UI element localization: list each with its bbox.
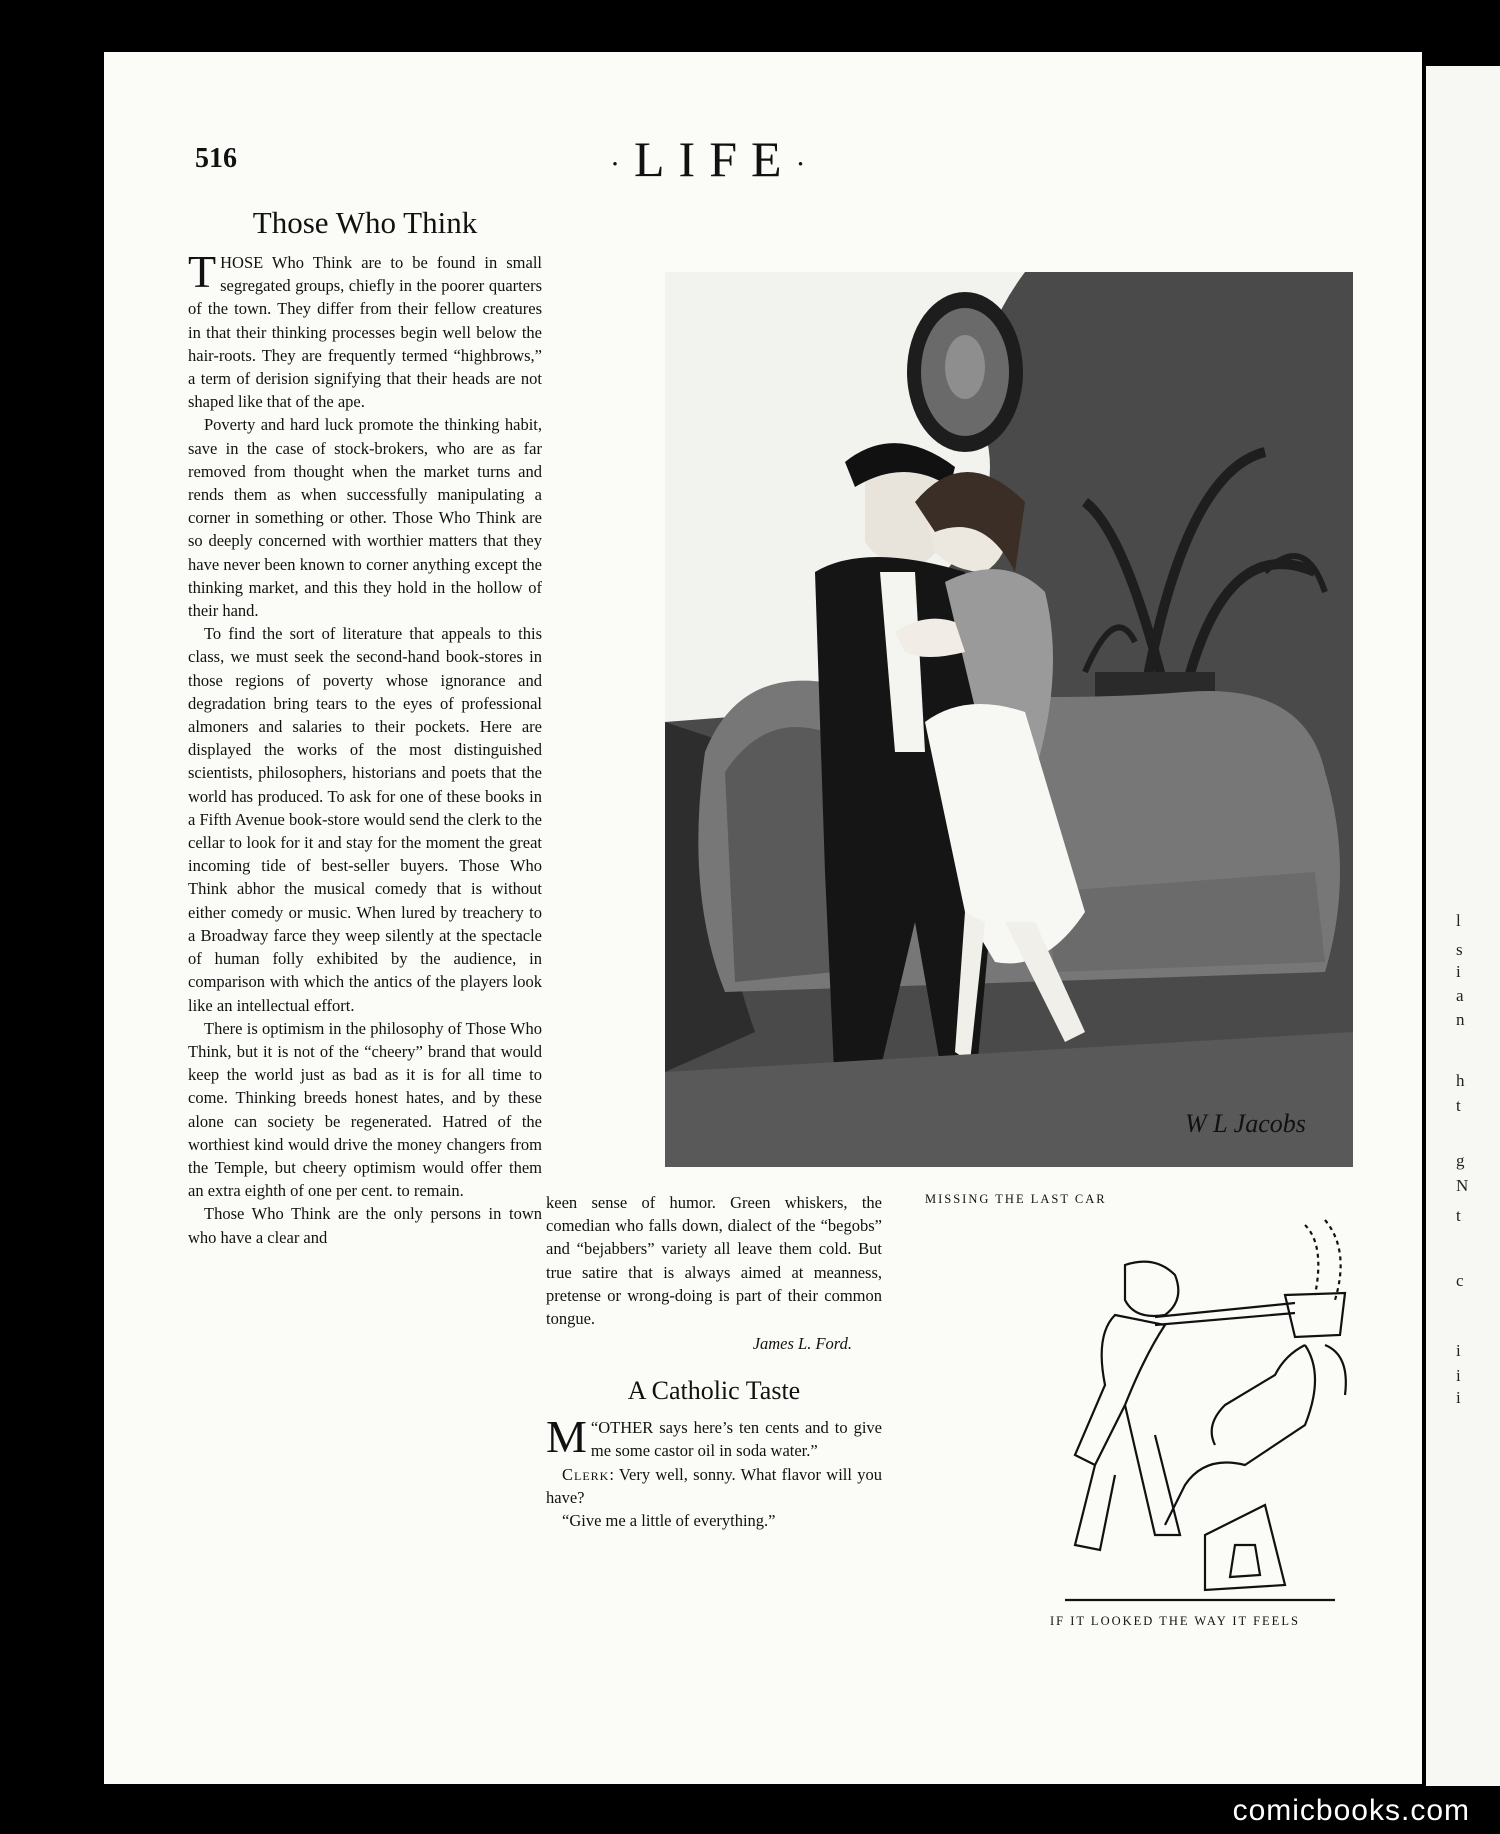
masthead [610, 130, 820, 188]
article-continuation: keen sense of humor. Green whiskers, the comedian who falls down, dialect of the “begobs” and “bejabbers” variety all leave them cold. But true satire that is always aimed at meanness, pretense or wrong-doing is part of their common tongue. [546, 1193, 882, 1329]
adjacent-page-fragment: i [1456, 1388, 1461, 1407]
cartoon-drawing [1005, 1205, 1365, 1610]
masthead-dot-right: · [795, 147, 820, 181]
adjacent-page-fragment: c [1456, 1271, 1464, 1290]
article-paragraph-1 [188, 246, 542, 413]
adjacent-page-fragment: s [1456, 940, 1463, 959]
watermark: comicbooks.com [1232, 1794, 1470, 1827]
illustration-drawing [665, 272, 1353, 1167]
article-paragraph-2: Poverty and hard luck promote the thinking habit, save in the case of stock-brokers, who are as far removed from thought when the market turns and rends them as when successfully manipulating a corner in something or other. Those Who Think are so deeply concerned with worthier matters that they have never been known to corner anything except the thinking market, and this they hold in the hollow of their hand. [188, 415, 542, 621]
adjacent-page-fragment: N [1456, 1176, 1469, 1195]
speaker-label: Clerk [562, 1464, 610, 1484]
article-title: Those Who Think [252, 205, 478, 240]
dropcap: M [546, 1411, 587, 1463]
adjacent-page-fragment: t [1456, 1096, 1461, 1115]
page-number: 516 [195, 143, 237, 174]
adjacent-page-fragment: l [1456, 911, 1461, 930]
masthead-title: LIFE [634, 131, 796, 187]
article-paragraph-5: Those Who Think are the only persons in town who have a clear and [188, 1204, 542, 1247]
adjacent-page-fragment: h [1456, 1071, 1465, 1090]
article-byline: James L. Ford. [752, 1334, 852, 1354]
artist-signature: W L Jacobs [1185, 1109, 1306, 1138]
dropcap: T [188, 246, 217, 297]
article-paragraph-3: To find the sort of literature that appeals to this class, we must seek the second-hand book-stores in those regions of poverty whose ignorance and degradation bring tears to the eyes of professional almoners and salaries to their pockets. Here are displayed the works of the most distinguished scientists, philosophers, historians and poets that the world has produced. To ask for one of these books in a Fifth Avenue book-store would send the clerk to the cellar to look for it and stay for the moment the great incoming tide of best-seller buyers. Those Who Think abhor the musical comedy that is without either comedy or music. When lured by treachery to a Broadway farce they weep silently at the spectacle of human folly exhibited by the audience, in comparison with which the antics of the players look like an intellectual effort. [188, 624, 542, 1015]
quote-mark: “ [590, 1418, 599, 1438]
illustration-caption: MISSING THE LAST CAR [925, 1192, 1107, 1206]
adjacent-page-fragment: t [1456, 1206, 1461, 1225]
article-title: A Catholic Taste [627, 1376, 801, 1406]
adjacent-page-edge [1426, 66, 1500, 1786]
adjacent-page-fragment: i [1456, 1366, 1461, 1385]
middle-column [546, 1191, 882, 1532]
adjacent-page-fragment: g [1456, 1151, 1465, 1170]
adjacent-page-fragment: i [1456, 1341, 1461, 1360]
illustration-missing-the-last-car [665, 272, 1353, 1167]
cartoon-if-it-looked [1005, 1205, 1365, 1610]
article-paragraph-1 [546, 1411, 882, 1463]
article-those-who-think [188, 205, 542, 1249]
article-paragraph-4: There is optimism in the philosophy of Those Who Think, but it is not of the “cheery” brand that would keep the world just as bad as it is for all time to come. Thinking breeds honest hates, and by these alone can society be regenerated. Hatred of the worthiest kind would drive the money changers from the Temple, but cheery optimism would offer them an extra eighth of one per cent. to remain. [188, 1018, 542, 1201]
dialogue-clerk [546, 1463, 882, 1509]
adjacent-page-fragment: a [1456, 986, 1464, 1005]
adjacent-page-fragment: i [1456, 962, 1461, 981]
paragraph-text: OTHER says here’s ten cents and to give me some castor oil in soda water.” [590, 1418, 882, 1461]
dialogue-last: “Give me a little of everything.” [562, 1511, 776, 1531]
adjacent-page-fragment: n [1456, 1010, 1465, 1029]
masthead-dot-left: · [610, 147, 634, 181]
scan-left-edge [0, 0, 104, 1834]
cartoon-caption: IF IT LOOKED THE WAY IT FEELS [1050, 1614, 1300, 1628]
dialogue-text: : Very well, sonny. What flavor will you have? [546, 1464, 882, 1507]
paragraph-text: HOSE Who Think are to be found in small segregated groups, chiefly in the poorer quarters of the town. They differ from their fellow creatures in that their thinking processes begin well below the hair-roots. They are frequently termed “highbrows,” a term of derision signifying that their heads are not shaped like that of the ape. [188, 253, 542, 412]
